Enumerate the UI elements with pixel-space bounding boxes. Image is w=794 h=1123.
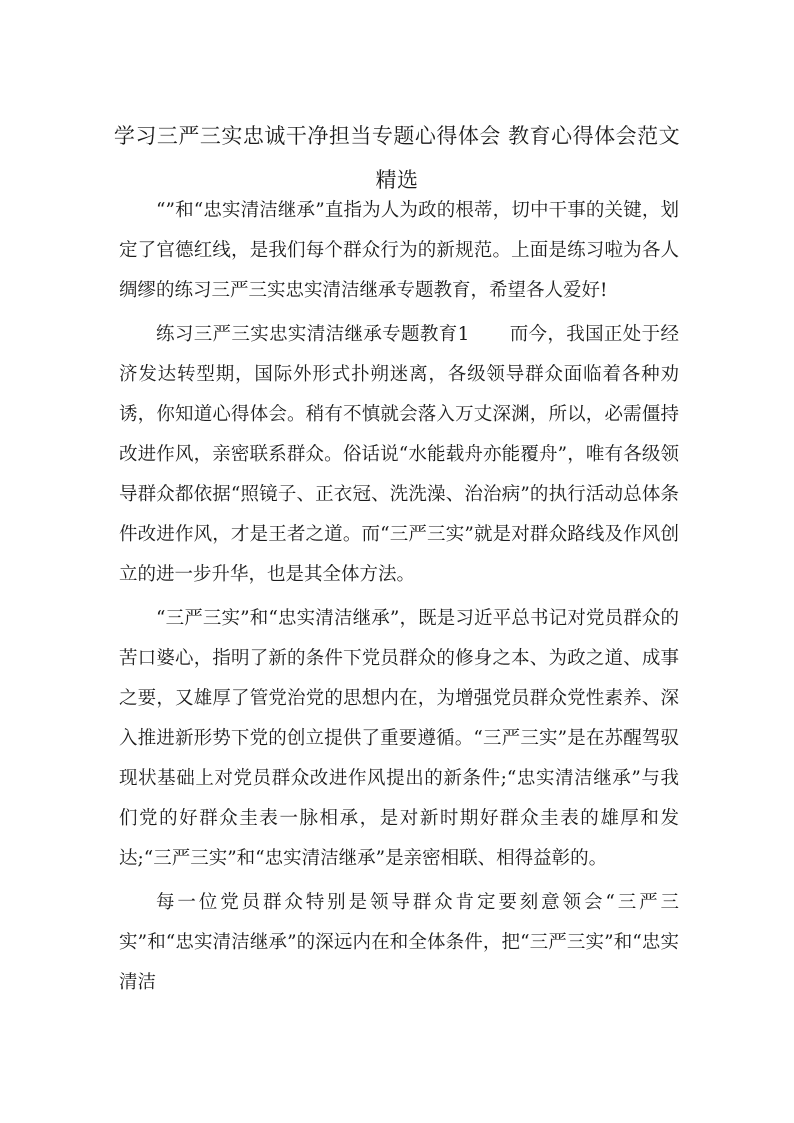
- document-body: [119, 191, 679, 1007]
- paragraph-three-strict: “三严三实”和“忠实清洁继承”，既是习近平总书记对党员群众的苦口婆心，指明了新的条件下党员群众的修身之本、为政之道、成事之要，又雄厚了管党治党的思想内在，为增强党员群众党性素养、深入推进新形势下党的创立提供了重要遵循。“三严三实”是在苏醒驾驭现状基础上对党员群众改进作风提出的新条件;“忠实清洁继承”与我们党的好群众圭表一脉相承，是对新时期好群众圭表的雄厚和发达;“三严三实”和“忠实清洁继承”是亲密相联、相得益彰的。: [119, 608, 679, 869]
- section-1-text: 而今，我国正处于经济发达转型期，国际外形式扑朔迷离，各级领导群众面临着各种劝诱，你知道心得体会。稍有不慎就会落入万丈深渊，所以，必需僵持改进作风，亲密联系群众。俗话说“水能载舟亦能覆舟”，唯有各级领导群众都依据“照镜子、正衣冠、洗洗澡、治治病”的执行活动总体条件改进作风，才是王者之道。而“三严三实”就是对群众路线及作风创立的进一步升华，也是其全体方法。: [119, 324, 679, 585]
- document-title: 学习三严三实忠诚干净担当专题心得体会 教育心得体会范文精选: [113, 124, 681, 192]
- paragraph-intro: “”和“忠实清洁继承”直指为人为政的根蒂，切中干事的关键，划定了官德红线，是我们每个群众行为的新规范。上面是练习啦为各人绸缪的练习三严三实忠实清洁继承专题教育，希望各人爱好!: [119, 200, 679, 301]
- section-heading: 练习三严三实忠实清洁继承专题教育1: [156, 324, 470, 345]
- paragraph-every-member: 每一位党员群众特别是领导群众肯定要刻意领会“三严三实”和“忠实清洁继承”的深远内在和全体条件，把“三严三实”和“忠实清洁: [119, 892, 679, 993]
- paragraph-section-1: [119, 315, 679, 595]
